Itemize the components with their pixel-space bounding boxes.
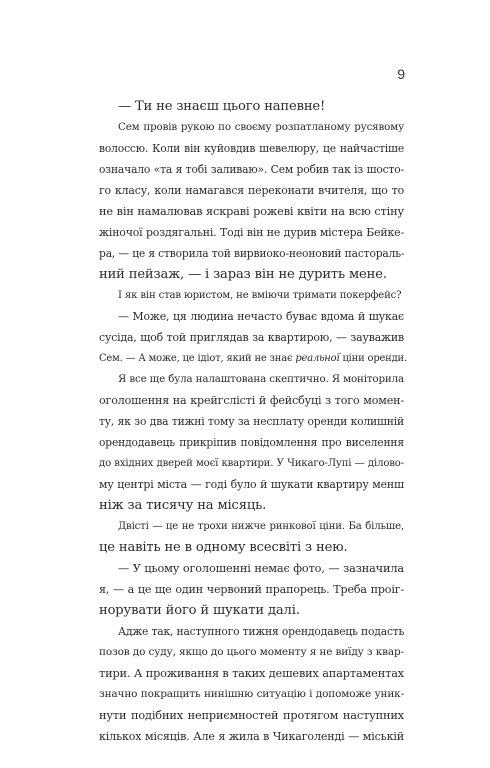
text-line: не він намалював яскраві рожеві квіти на всю стіну [99, 205, 404, 218]
text-line: орендодавець прикріпив повідомлення про виселення [99, 436, 404, 449]
text-run: ціни оренди. [339, 353, 407, 364]
page-number: 9 [397, 66, 405, 82]
paragraph [99, 516, 404, 558]
paragraph [99, 369, 404, 516]
text-line: ту, як зо два тижні тому за несплату оренди колишній [99, 415, 404, 428]
text-line: тири. А проживання в таких дешевих апартаментах [99, 667, 404, 680]
text-line: означало «та я тобі заливаю». Сем робив так із шосто- [99, 163, 404, 176]
paragraph [99, 558, 404, 621]
italic-text-run: реальної [295, 353, 340, 364]
paragraph [99, 621, 404, 747]
text-line: Я все ще була налаштована скептично. Я моніторила [118, 373, 404, 385]
text-line: — Ти не знаєш цього напевне! [118, 99, 326, 114]
text-line: нути подібних неприємностей протягом наступних [99, 709, 404, 722]
text-line: му центрі міста — годі було й шукати квартиру менш [99, 478, 404, 491]
text-line: значно покращить нинішню ситуацію і допоможе уник- [99, 688, 404, 700]
text-body [99, 96, 407, 747]
text-line: норувати його й шукати далі. [99, 603, 300, 618]
text-line: позов до суду, якщо до цього моменту я не виїду з квар- [99, 646, 404, 658]
text-line: ніж за тисячу на місяць. [99, 498, 267, 513]
paragraph [99, 285, 404, 306]
paragraph [99, 306, 407, 369]
text-line: ра, — це я створила той вирвиоко-неоновий пастораль- [99, 247, 405, 260]
text-line: оголошення на крейгслісті й фейсбуці з того момен- [99, 394, 404, 407]
text-line: я, — а це ще один червоний прапорець. Треба проіг- [99, 583, 404, 596]
text-line: волоссю. Коли він куйовдив шевелюру, це найчастіше [99, 142, 404, 155]
paragraph [99, 117, 404, 285]
text-line: це навіть не в одному всесвіті з нею. [99, 540, 348, 555]
text-line: — Може, ця людина нечасто буває вдома й шукає [118, 310, 404, 323]
text-line: кількох місяців. Але я жила в Чикаголенді — міській [99, 730, 404, 743]
text-line: сусіда, щоб той приглядав за квартирою, — зауважив [99, 331, 404, 344]
paragraph [99, 96, 404, 117]
text-line: Сем провів рукою по своєму розпатланому русявому [118, 121, 404, 133]
text-run: Сем. — А може, це ідіот, який не знає [99, 353, 296, 364]
text-line: го класу, коли намагався переконати вчителя, що то [99, 184, 404, 197]
text-line: І як він став юристом, не вміючи тримати покерфейс? [118, 290, 402, 301]
text-line: Двісті — це не трохи нижче ринкової ціни. Ба більше, [118, 521, 404, 532]
text-line: — У цьому оголошенні немає фото, — зазначила [118, 562, 404, 575]
text-line: до вхідних дверей моєї квартири. У Чикаго-Лупі — ділово- [99, 458, 404, 469]
text-line: Адже так, наступного тижня орендодавець подасть [118, 625, 405, 638]
text-line: ний пейзаж, — і зараз він не дурить мене. [99, 267, 387, 282]
text-line [99, 348, 407, 369]
text-line: жіночої роздягальні. Тоді він не дурив містера Бейке- [99, 226, 404, 239]
